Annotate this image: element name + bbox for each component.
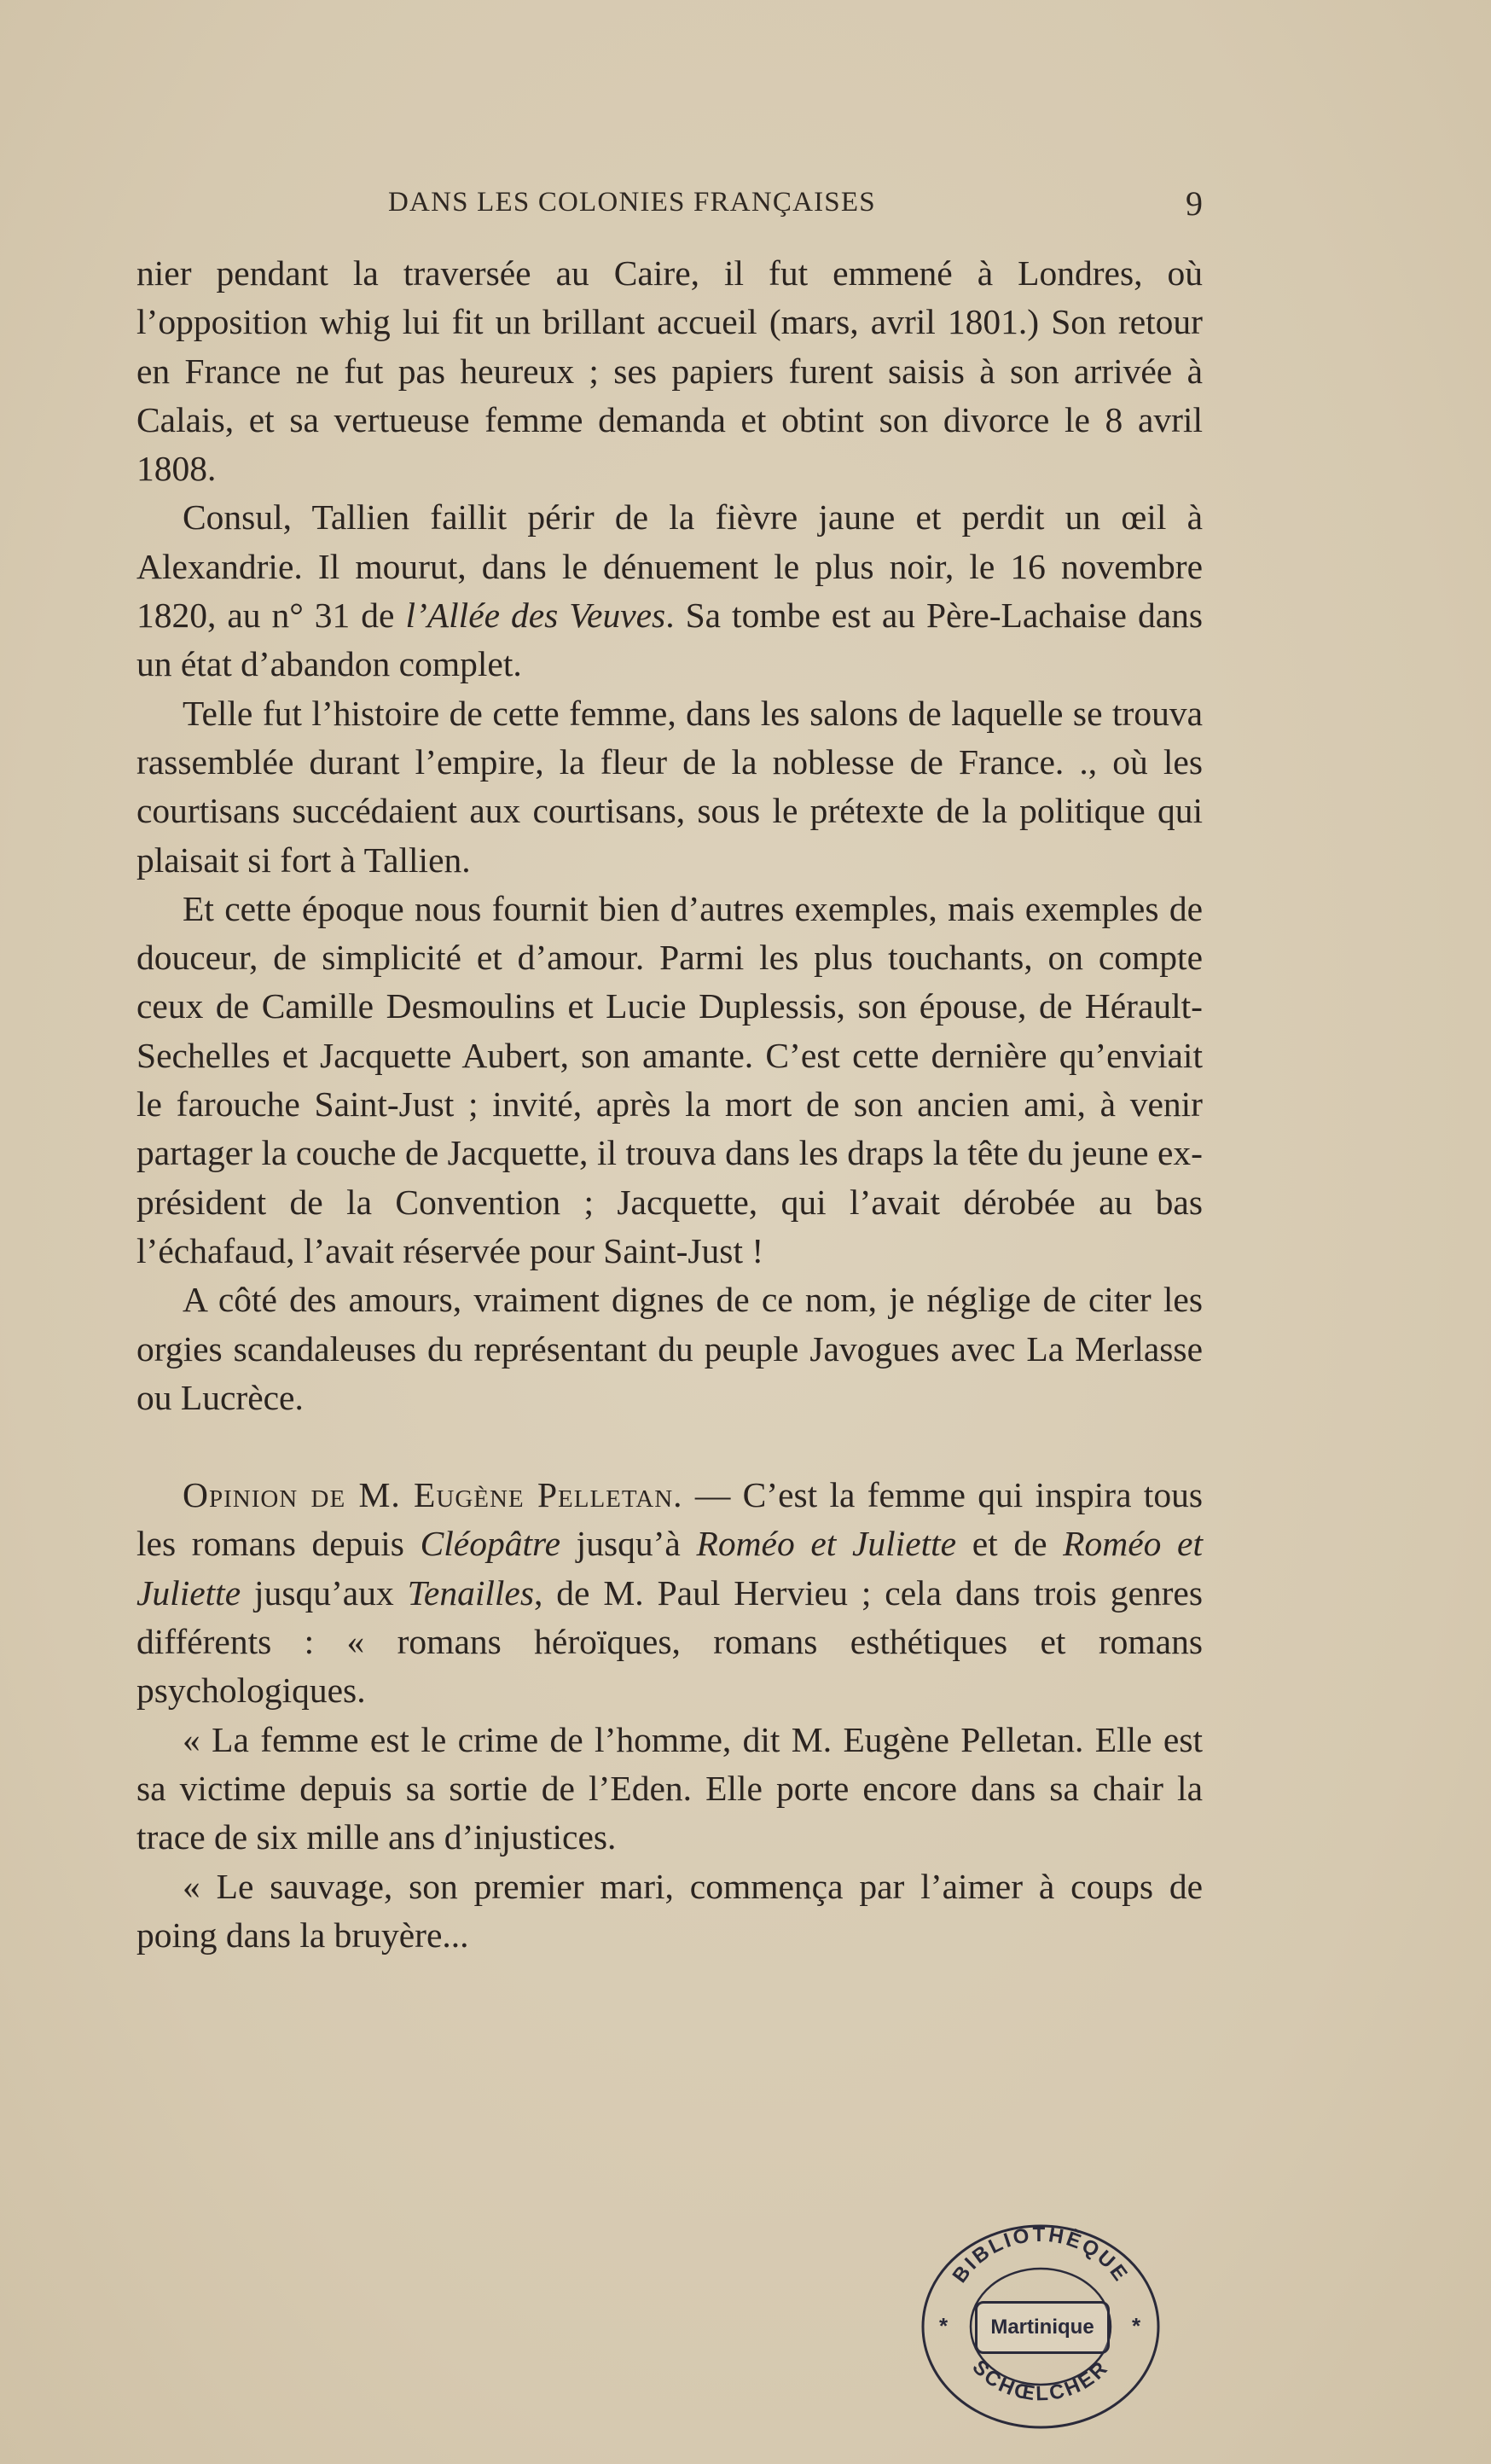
text-segment-italic: Roméo et Juliette [136,1524,1203,1613]
body-text [136,249,1203,1960]
stamp-star-left-icon: * [939,2313,949,2339]
text-segment-italic: l’Allée des Veuves [405,596,666,636]
paragraph-quote-sauvage [136,1863,1203,1961]
library-stamp [917,2223,1164,2432]
text-segment-italic: Cléopâtre [420,1524,561,1564]
paragraph-quote-crime [136,1716,1203,1863]
text-segment: Consul, Tallien faillit périr de la fièvre jaune et perdit un œil à Alexandrie. Il mourut, dans le dénuement le plus noir, le 16 novembre 1820, au n° 31 de [136,497,1203,636]
stamp-star-right-icon: * [1132,2313,1141,2339]
section-gap [136,1422,1203,1471]
paragraph-continuation [136,249,1203,493]
text-segment: « Le sauvage, son premier mari, commença par l’aimer à coups de poing dans la bruyère... [136,1866,1203,1955]
stamp-ring-top-text: BIBLIOTHÈQUE [948,2223,1134,2287]
text-segment: — C’est la femme qui inspira tous les romans depuis [136,1475,1203,1564]
paragraph-salons [136,689,1203,885]
text-segment-italic: Roméo et Juliette [696,1524,957,1564]
text-segment: Et cette époque nous fournit bien d’autres exemples, mais exemples de douceur, de simplicité et d’amour. Parmi les plus touchants, on compte ceux de Camille Desmoulins et Lucie Duplessis, son épouse, de Hérault-Sechelles et Jacquette Aubert, son amante. C’est cette dernière qu’enviait le farouche Saint-Just ; invité, après la mort de son ancien ami, à venir partager la couche de Jacquette, il trouva dans les draps la tête du jeune ex-président de la Convention ; Jacquette, qui l’avait dérobée au bas l’échafaud, l’avait réservée pour Saint-Just ! [136,888,1203,1270]
page-number: 9 [1186,184,1203,223]
text-segment: « La femme est le crime de l’homme, dit M. Eugène Pelletan. Elle est sa victime depuis sa sortie de l’Eden. Elle porte encore dans sa chair la trace de six mille ans d’injustices. [136,1719,1203,1857]
stamp-center-label: Martinique [975,2301,1110,2354]
text-segment-italic: Tenailles [407,1572,535,1613]
paragraph-tallien-death [136,493,1203,689]
text-segment: A côté des amours, vraiment dignes de ce nom, je néglige de citer les orgies scandaleuses du représentant du peuple Javogues avec La Merlasse ou Lucrèce. [136,1280,1203,1417]
page-header [141,183,1203,226]
text-segment: , de M. Paul Hervieu ; cela dans trois genres différents : « romans héroïques, romans esthétiques et romans psychologiques. [136,1572,1203,1711]
paragraph-examples [136,885,1203,1276]
text-segment: jusqu’aux [241,1572,408,1613]
text-segment: . Sa tombe est au Père-Lachaise dans un état d’abandon complet. [136,596,1204,684]
text-segment: nier pendant la traversée au Caire, il fut emmené à Londres, où l’opposition whig lui fit un brillant accueil (mars, avril 1801.) Son retour en France ne fut pas heureux ; ses papiers furent saisis à son arrivée à Calais, et sa vertueuse femme demanda et obtint son divorce le 8 avril 1808. [136,253,1203,489]
paragraph-opinion-pelletan [136,1471,1203,1715]
text-segment: jusqu’à [560,1524,697,1564]
running-title: DANS LES COLONIES FRANÇAISES [388,187,876,218]
text-segment: Telle fut l’histoire de cette femme, dans les salons de laquelle se trouva rassemblée durant l’empire, la fleur de la noblesse de France. ., où les courtisans succédaient aux courtisans, sous le prétexte de la politique qui plaisait si fort à Tallien. [136,693,1203,880]
text-segment: et de [956,1524,1064,1564]
paragraph-orgies [136,1276,1203,1422]
stamp-ring-bottom-text: SCHŒLCHER [967,2355,1114,2406]
section-heading-smallcaps: Opinion de M. Eugène Pelletan. [183,1475,683,1515]
